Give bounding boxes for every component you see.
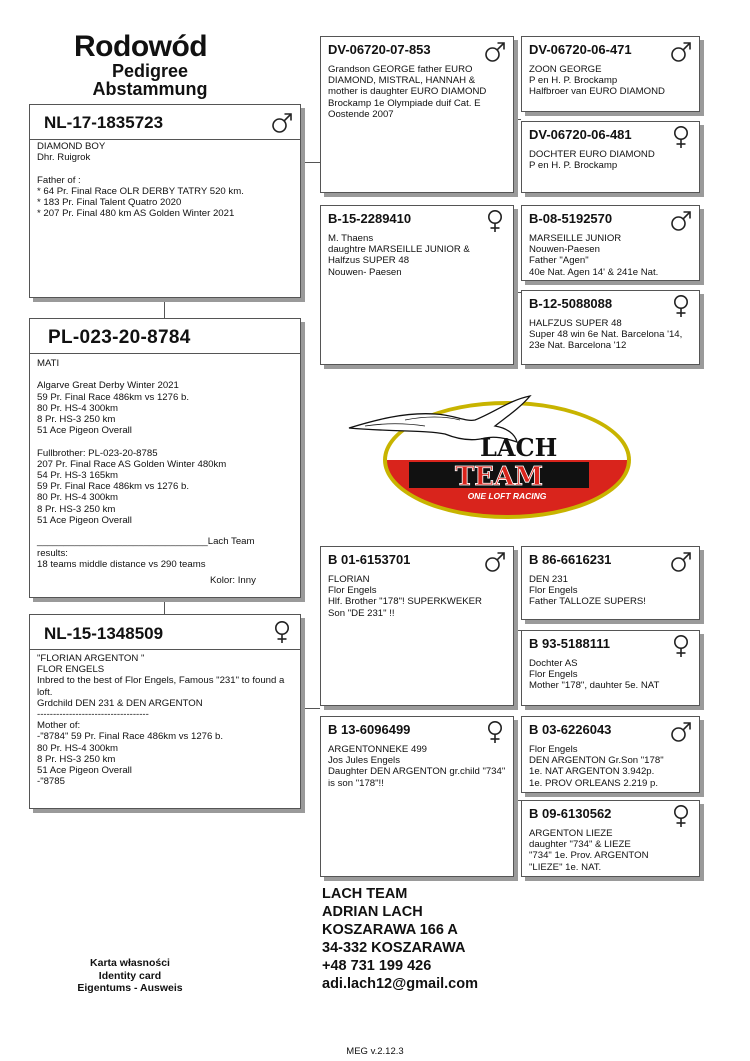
- owner-line: +48 731 199 426: [322, 958, 432, 974]
- great-grandparent-card: [521, 121, 700, 193]
- page-title: Rodowód: [74, 30, 208, 63]
- owner-line: LACH TEAM: [322, 886, 408, 902]
- card-text: Grandson GEORGE father EURO DIAMOND, MISTRAL, HANNAH & mother is daughter EURO DIAMOND Brockamp 1e Olympiade duif Cat. E Oostende 2007: [328, 64, 487, 120]
- owner-line: 34-332 KOSZARAWA: [322, 940, 466, 956]
- great-grandparent-card: [521, 36, 700, 112]
- card-text: HALFZUS SUPER 48 Super 48 win 6e Nat. Barcelona '14, 23e Nat. Barcelona '12: [529, 318, 683, 352]
- female-icon: [669, 804, 693, 828]
- male-icon: [483, 550, 507, 574]
- ring-number: B-12-5088088: [529, 296, 613, 311]
- male-icon: [270, 111, 294, 135]
- card-text: FLORIAN Flor Engels Hlf. Brother "178"! SUPERKWEKER Son "DE 231" !!: [328, 574, 482, 619]
- ring-number: DV-06720-06-471: [529, 42, 632, 57]
- grandsire-maternal-card: [320, 546, 514, 706]
- logo-tagline: ONE LOFT RACING: [467, 491, 547, 501]
- great-grandparent-card: [521, 630, 700, 706]
- male-icon: [669, 40, 693, 64]
- signature-line: ________________________________Lach Team: [37, 536, 255, 547]
- card-text: "FLORIAN ARGENTON " FLOR ENGELS Inbred to the best of Flor Engels, Famous "231" to found a loft. Grdchild DEN 231 & DEN ARGENTON ----------------------------------- Mother of: -"8784" 59 Pr. Final Race 486km vs 1276 b. 80 Pr. HS-4 300km 8 Pr. HS-3 250 km 51 Ace Pigeon Overall -"8785: [37, 653, 285, 788]
- team-results: results: 18 teams middle distance vs 290 teams: [37, 548, 206, 571]
- great-grandparent-card: [521, 205, 700, 281]
- logo-text-team: TEAM: [454, 462, 544, 492]
- female-icon: [669, 125, 693, 149]
- lach-team-logo: [345, 390, 645, 520]
- card-text: DEN 231 Flor Engels Father TALLOZE SUPERS!: [529, 574, 646, 608]
- card-text: ZOON GEORGE P en H. P. Brockamp Halfbroer van EURO DIAMOND: [529, 64, 665, 98]
- female-icon: [270, 620, 294, 644]
- identity-card-en: Identity card: [98, 969, 162, 982]
- ring-number: B 93-5188111: [529, 636, 610, 651]
- identity-card-label: [60, 957, 200, 995]
- card-text: ARGENTONNEKE 499 Jos Jules Engels Daughter DEN ARGENTON gr.child "734" is son "178"!!: [328, 744, 506, 789]
- ring-number: NL-17-1835723: [44, 113, 164, 132]
- grandsire-paternal-card: [320, 36, 514, 193]
- ring-number: DV-06720-06-481: [529, 127, 632, 142]
- ring-number: B 09-6130562: [529, 806, 612, 821]
- owner-line: adi.lach12@gmail.com: [322, 976, 478, 992]
- ring-number: B-08-5192570: [529, 211, 613, 226]
- ring-number: B-15-2289410: [328, 211, 412, 226]
- ring-number: B 13-6096499: [328, 722, 411, 737]
- connector-line: [513, 800, 521, 801]
- connector-line: [513, 292, 521, 293]
- owner-line: KOSZARAWA 166 A: [322, 922, 458, 938]
- page-subtitle-en: Pedigree: [111, 61, 189, 81]
- version-label: MEG v.2.12.3: [346, 1046, 404, 1057]
- female-icon: [483, 209, 507, 233]
- connector-line: [300, 162, 320, 163]
- male-icon: [669, 209, 693, 233]
- card-text: M. Thaens daughtre MARSEILLE JUNIOR & Halfzus SUPER 48 Nouwen- Paesen: [328, 233, 470, 278]
- card-text: Flor Engels DEN ARGENTON Gr.Son "178" 1e. NAT ARGENTON 3.942p. 1e. PROV ORLEANS 2.219 p.: [529, 744, 664, 789]
- identity-card-pl: Karta własności: [90, 957, 170, 969]
- subject-card: [29, 318, 301, 598]
- female-icon: [483, 720, 507, 744]
- male-icon: [669, 720, 693, 744]
- ring-number: B 01-6153701: [328, 552, 411, 567]
- ring-number: NL-15-1348509: [44, 624, 164, 643]
- connector-line: [513, 119, 521, 120]
- page-subtitle-de: Abstammung: [92, 79, 208, 99]
- granddam-paternal-card: [320, 205, 514, 365]
- card-text: Dochter AS Flor Engels Mother "178", dauhter 5e. NAT: [529, 658, 660, 692]
- ring-number: PL-023-20-8784: [48, 327, 191, 348]
- connector-line: [164, 597, 165, 614]
- card-text: DIAMOND BOY Dhr. Ruigrok Father of : * 64 Pr. Final Race OLR DERBY TATRY 520 km. * 183 Pr. Final Talent Quatro 2020 * 207 Pr. Final 480 km AS Golden Winter 2021: [37, 141, 244, 220]
- connector-line: [513, 630, 521, 631]
- great-grandparent-card: [521, 546, 700, 620]
- connector-line: [300, 708, 320, 709]
- card-text: MARSEILLE JUNIOR Nouwen-Paesen Father "Agen" 40e Nat. Agen 14' & 241e Nat.: [529, 233, 659, 278]
- ring-number: DV-06720-07-853: [328, 42, 431, 57]
- great-grandparent-card: [521, 800, 700, 877]
- owner-info: [322, 885, 478, 993]
- card-text: ARGENTON LIEZE daughter "734" & LIEZE "734" 1e. Prov. ARGENTON "LIEZE" 1e. NAT.: [529, 828, 649, 873]
- identity-card-de: Eigentums - Ausweis: [77, 982, 183, 994]
- female-icon: [669, 634, 693, 658]
- color-label: Kolor: Inny: [210, 575, 256, 586]
- great-grandparent-card: [521, 290, 700, 365]
- great-grandparent-card: [521, 716, 700, 793]
- card-text: DOCHTER EURO DIAMOND P en H. P. Brockamp: [529, 149, 655, 172]
- ring-number: B 86-6616231: [529, 552, 612, 567]
- male-icon: [483, 40, 507, 64]
- owner-line: ADRIAN LACH: [322, 904, 423, 920]
- connector-line: [164, 297, 165, 319]
- card-text: MATI Algarve Great Derby Winter 2021 59 Pr. Final Race 486km vs 1276 b. 80 Pr. HS-4 300km 8 Pr. HS-3 250 km 51 Ace Pigeon Overall Fullbrother: PL-023-20-8785 207 Pr. Final Race AS Golden Winter 480km 54 Pr. HS-3 165km 59 Pr. Final Race 486km vs 1276 b. 80 Pr. HS-4 300km 8 Pr. HS-3 250 km 51 Ace Pigeon Overall: [37, 358, 227, 526]
- logo-text-lach: LACH: [480, 433, 558, 462]
- ring-number: B 03-6226043: [529, 722, 612, 737]
- granddam-maternal-card: [320, 716, 514, 877]
- mother-card: [29, 614, 301, 809]
- father-card: [29, 104, 301, 298]
- male-icon: [669, 550, 693, 574]
- female-icon: [669, 294, 693, 318]
